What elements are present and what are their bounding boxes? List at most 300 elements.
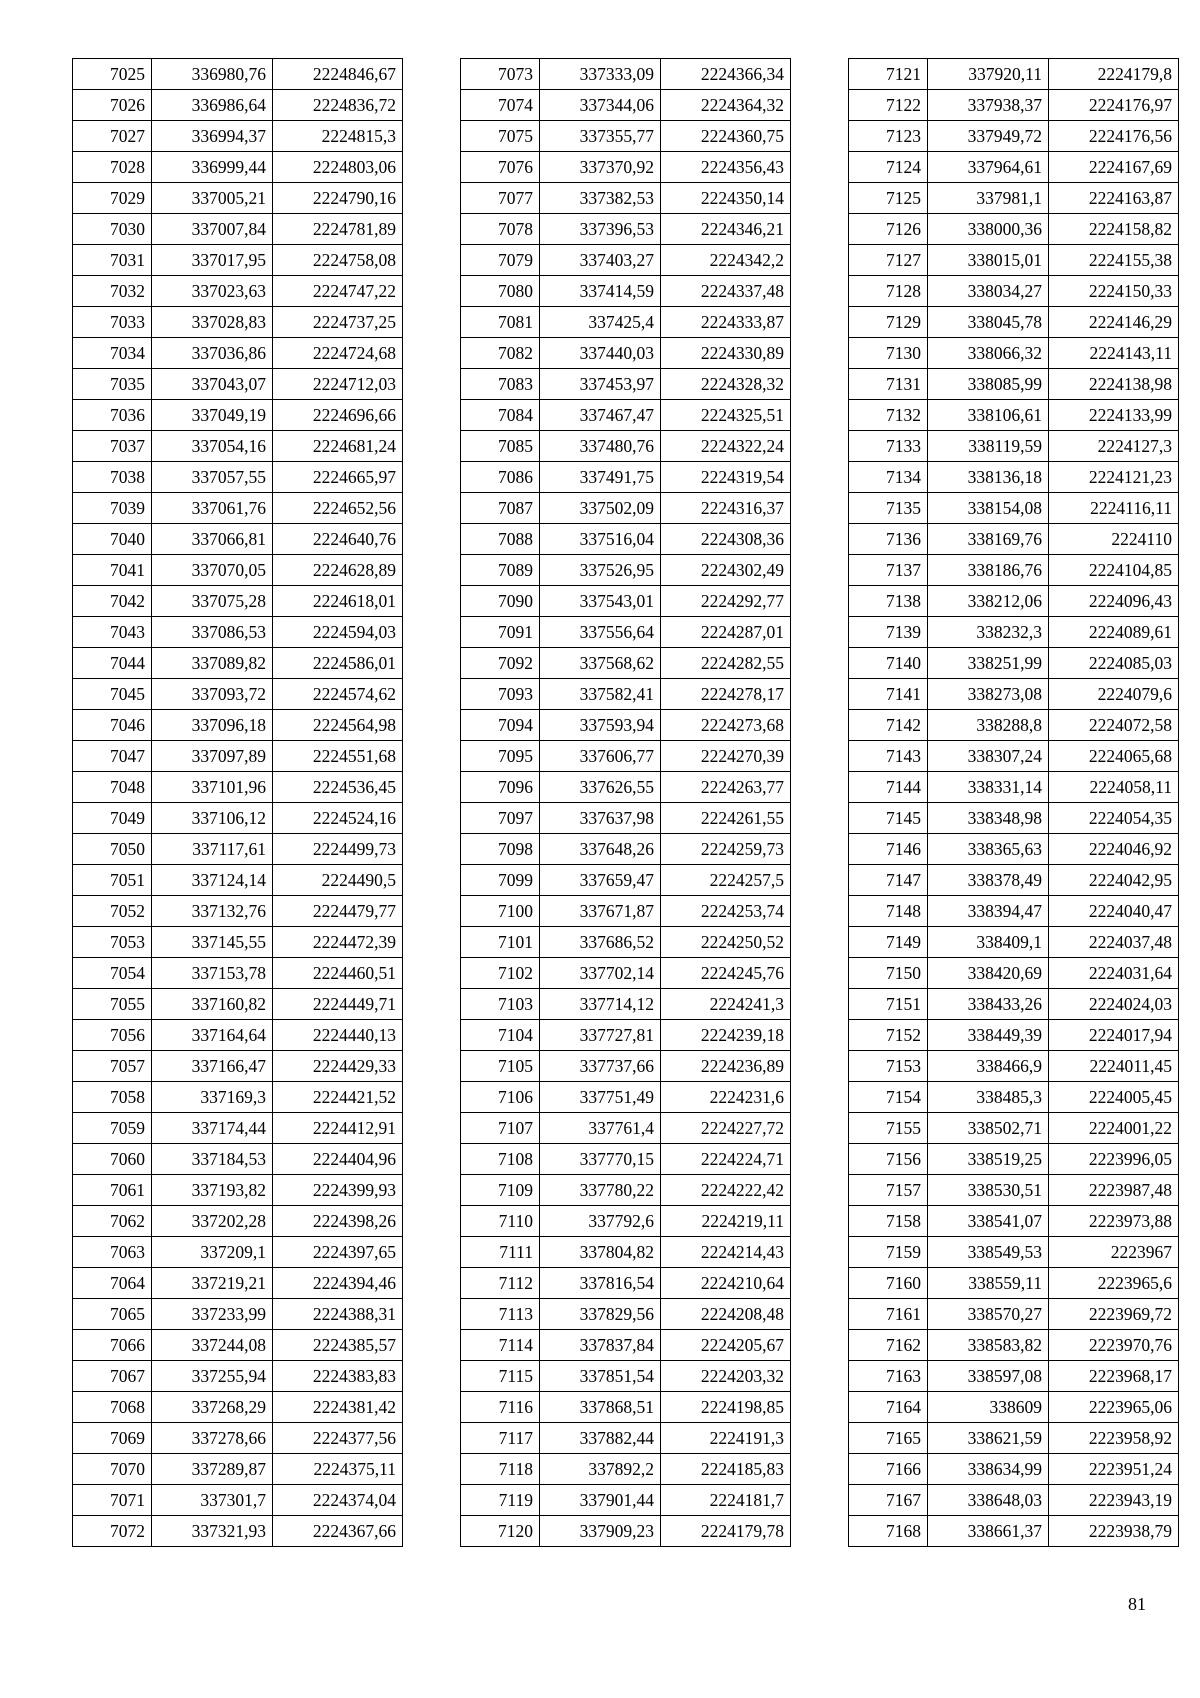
point-number-cell: 7050	[73, 834, 152, 865]
table-row	[73, 772, 403, 803]
y-coordinate-cell: 2224360,75	[661, 121, 791, 152]
x-coordinate-cell: 337659,47	[540, 865, 661, 896]
table-row	[849, 1051, 1179, 1082]
y-coordinate-cell: 2224110	[1049, 524, 1179, 555]
table-row	[73, 958, 403, 989]
table-row	[73, 1423, 403, 1454]
point-number-cell: 7125	[849, 183, 928, 214]
x-coordinate-cell: 337255,94	[152, 1361, 273, 1392]
table-row	[73, 1392, 403, 1423]
x-coordinate-cell: 337964,61	[928, 152, 1049, 183]
table-row	[849, 524, 1179, 555]
table-row	[461, 1206, 791, 1237]
x-coordinate-cell: 338212,06	[928, 586, 1049, 617]
y-coordinate-cell: 2224350,14	[661, 183, 791, 214]
table-row	[461, 1268, 791, 1299]
x-coordinate-cell: 338365,63	[928, 834, 1049, 865]
table-row	[849, 989, 1179, 1020]
y-coordinate-cell: 2224042,95	[1049, 865, 1179, 896]
x-coordinate-cell: 337396,53	[540, 214, 661, 245]
y-coordinate-cell: 2224011,45	[1049, 1051, 1179, 1082]
point-number-cell: 7131	[849, 369, 928, 400]
x-coordinate-cell: 337124,14	[152, 865, 273, 896]
y-coordinate-cell: 2224031,64	[1049, 958, 1179, 989]
table-row	[461, 710, 791, 741]
table-row	[461, 1051, 791, 1082]
point-number-cell: 7113	[461, 1299, 540, 1330]
x-coordinate-cell: 337117,61	[152, 834, 273, 865]
x-coordinate-cell: 338597,08	[928, 1361, 1049, 1392]
table-row	[849, 152, 1179, 183]
point-number-cell: 7068	[73, 1392, 152, 1423]
y-coordinate-cell: 2224224,71	[661, 1144, 791, 1175]
point-number-cell: 7029	[73, 183, 152, 214]
point-number-cell: 7135	[849, 493, 928, 524]
table-row	[73, 1113, 403, 1144]
table-row	[73, 865, 403, 896]
x-coordinate-cell: 337160,82	[152, 989, 273, 1020]
y-coordinate-cell: 2224367,66	[273, 1516, 403, 1547]
x-coordinate-cell: 337882,44	[540, 1423, 661, 1454]
x-coordinate-cell: 337344,06	[540, 90, 661, 121]
y-coordinate-cell: 2224205,67	[661, 1330, 791, 1361]
x-coordinate-cell: 337792,6	[540, 1206, 661, 1237]
x-coordinate-cell: 337057,55	[152, 462, 273, 493]
y-coordinate-cell: 2224499,73	[273, 834, 403, 865]
point-number-cell: 7079	[461, 245, 540, 276]
table-row	[849, 1299, 1179, 1330]
y-coordinate-cell: 2224058,11	[1049, 772, 1179, 803]
y-coordinate-cell: 2224001,22	[1049, 1113, 1179, 1144]
x-coordinate-cell: 337737,66	[540, 1051, 661, 1082]
x-coordinate-cell: 338186,76	[928, 555, 1049, 586]
point-number-cell: 7143	[849, 741, 928, 772]
table-row	[73, 276, 403, 307]
y-coordinate-cell: 2224342,2	[661, 245, 791, 276]
table-row	[461, 586, 791, 617]
x-coordinate-cell: 338273,08	[928, 679, 1049, 710]
table-row	[461, 1516, 791, 1547]
x-coordinate-cell: 337202,28	[152, 1206, 273, 1237]
y-coordinate-cell: 2224208,48	[661, 1299, 791, 1330]
point-number-cell: 7067	[73, 1361, 152, 1392]
table-row	[461, 90, 791, 121]
table-row	[73, 307, 403, 338]
x-coordinate-cell: 337209,1	[152, 1237, 273, 1268]
table-row	[73, 648, 403, 679]
table-row	[849, 1020, 1179, 1051]
x-coordinate-cell: 337174,44	[152, 1113, 273, 1144]
point-number-cell: 7091	[461, 617, 540, 648]
x-coordinate-cell: 337093,72	[152, 679, 273, 710]
y-coordinate-cell: 2224551,68	[273, 741, 403, 772]
x-coordinate-cell: 337061,76	[152, 493, 273, 524]
point-number-cell: 7165	[849, 1423, 928, 1454]
y-coordinate-cell: 2224219,11	[661, 1206, 791, 1237]
x-coordinate-cell: 337837,84	[540, 1330, 661, 1361]
point-number-cell: 7123	[849, 121, 928, 152]
x-coordinate-cell: 338570,27	[928, 1299, 1049, 1330]
y-coordinate-cell: 2224257,5	[661, 865, 791, 896]
point-number-cell: 7112	[461, 1268, 540, 1299]
x-coordinate-cell: 338169,76	[928, 524, 1049, 555]
table-row	[849, 710, 1179, 741]
table-row	[73, 152, 403, 183]
y-coordinate-cell: 2224385,57	[273, 1330, 403, 1361]
y-coordinate-cell: 2224356,43	[661, 152, 791, 183]
y-coordinate-cell: 2224116,11	[1049, 493, 1179, 524]
point-number-cell: 7118	[461, 1454, 540, 1485]
point-number-cell: 7162	[849, 1330, 928, 1361]
point-number-cell: 7034	[73, 338, 152, 369]
point-number-cell: 7088	[461, 524, 540, 555]
x-coordinate-cell: 337166,47	[152, 1051, 273, 1082]
y-coordinate-cell: 2224366,34	[661, 59, 791, 90]
y-coordinate-cell: 2223970,76	[1049, 1330, 1179, 1361]
x-coordinate-cell: 337164,64	[152, 1020, 273, 1051]
table-row	[461, 834, 791, 865]
x-coordinate-cell: 337403,27	[540, 245, 661, 276]
x-coordinate-cell: 338549,53	[928, 1237, 1049, 1268]
table-row	[461, 865, 791, 896]
table-row	[461, 338, 791, 369]
x-coordinate-cell: 337233,99	[152, 1299, 273, 1330]
y-coordinate-cell: 2224479,77	[273, 896, 403, 927]
y-coordinate-cell: 2224388,31	[273, 1299, 403, 1330]
table-row	[849, 772, 1179, 803]
table-row	[849, 896, 1179, 927]
y-coordinate-cell: 2224024,03	[1049, 989, 1179, 1020]
y-coordinate-cell: 2224176,56	[1049, 121, 1179, 152]
table-row	[73, 1237, 403, 1268]
y-coordinate-cell: 2223969,72	[1049, 1299, 1179, 1330]
x-coordinate-cell: 337193,82	[152, 1175, 273, 1206]
y-coordinate-cell: 2224250,52	[661, 927, 791, 958]
x-coordinate-cell: 337096,18	[152, 710, 273, 741]
point-number-cell: 7044	[73, 648, 152, 679]
table-row	[73, 1299, 403, 1330]
x-coordinate-cell: 337321,93	[152, 1516, 273, 1547]
table-row	[461, 1423, 791, 1454]
x-coordinate-cell: 337097,89	[152, 741, 273, 772]
point-number-cell: 7110	[461, 1206, 540, 1237]
x-coordinate-cell: 337626,55	[540, 772, 661, 803]
x-coordinate-cell: 338378,49	[928, 865, 1049, 896]
point-number-cell: 7035	[73, 369, 152, 400]
x-coordinate-cell: 337543,01	[540, 586, 661, 617]
table-row	[849, 121, 1179, 152]
y-coordinate-cell: 2224333,87	[661, 307, 791, 338]
point-number-cell: 7158	[849, 1206, 928, 1237]
table-row	[849, 214, 1179, 245]
x-coordinate-cell: 338045,78	[928, 307, 1049, 338]
x-coordinate-cell: 338307,24	[928, 741, 1049, 772]
x-coordinate-cell: 337804,82	[540, 1237, 661, 1268]
point-number-cell: 7026	[73, 90, 152, 121]
table-row	[73, 1175, 403, 1206]
point-number-cell: 7093	[461, 679, 540, 710]
y-coordinate-cell: 2224397,65	[273, 1237, 403, 1268]
table-row	[849, 1175, 1179, 1206]
x-coordinate-cell: 338034,27	[928, 276, 1049, 307]
table-row	[461, 493, 791, 524]
y-coordinate-cell: 2224037,48	[1049, 927, 1179, 958]
x-coordinate-cell: 337606,77	[540, 741, 661, 772]
y-coordinate-cell: 2224176,97	[1049, 90, 1179, 121]
x-coordinate-cell: 337892,2	[540, 1454, 661, 1485]
table-row	[849, 741, 1179, 772]
table-row	[849, 1082, 1179, 1113]
point-number-cell: 7134	[849, 462, 928, 493]
point-number-cell: 7142	[849, 710, 928, 741]
table-row	[461, 803, 791, 834]
point-number-cell: 7082	[461, 338, 540, 369]
y-coordinate-cell: 2223938,79	[1049, 1516, 1179, 1547]
table-row	[73, 1330, 403, 1361]
y-coordinate-cell: 2224524,16	[273, 803, 403, 834]
y-coordinate-cell: 2224040,47	[1049, 896, 1179, 927]
x-coordinate-cell: 338119,59	[928, 431, 1049, 462]
y-coordinate-cell: 2224158,82	[1049, 214, 1179, 245]
x-coordinate-cell: 337289,87	[152, 1454, 273, 1485]
y-coordinate-cell: 2224536,45	[273, 772, 403, 803]
x-coordinate-cell: 337582,41	[540, 679, 661, 710]
x-coordinate-cell: 337023,63	[152, 276, 273, 307]
x-coordinate-cell: 338085,99	[928, 369, 1049, 400]
y-coordinate-cell: 2224781,89	[273, 214, 403, 245]
x-coordinate-cell: 338251,99	[928, 648, 1049, 679]
point-number-cell: 7049	[73, 803, 152, 834]
y-coordinate-cell: 2224181,7	[661, 1485, 791, 1516]
table-row	[73, 1051, 403, 1082]
y-coordinate-cell: 2223967	[1049, 1237, 1179, 1268]
point-number-cell: 7168	[849, 1516, 928, 1547]
table-row	[73, 896, 403, 927]
y-coordinate-cell: 2224337,48	[661, 276, 791, 307]
y-coordinate-cell: 2223965,6	[1049, 1268, 1179, 1299]
table-row	[461, 59, 791, 90]
table-row	[849, 1423, 1179, 1454]
x-coordinate-cell: 337101,96	[152, 772, 273, 803]
point-number-cell: 7099	[461, 865, 540, 896]
point-number-cell: 7086	[461, 462, 540, 493]
table-row	[461, 1299, 791, 1330]
y-coordinate-cell: 2224472,39	[273, 927, 403, 958]
y-coordinate-cell: 2224737,25	[273, 307, 403, 338]
x-coordinate-cell: 338466,9	[928, 1051, 1049, 1082]
table-row	[461, 989, 791, 1020]
x-coordinate-cell: 338015,01	[928, 245, 1049, 276]
y-coordinate-cell: 2224681,24	[273, 431, 403, 462]
table-row	[849, 834, 1179, 865]
y-coordinate-cell: 2224253,74	[661, 896, 791, 927]
point-number-cell: 7116	[461, 1392, 540, 1423]
x-coordinate-cell: 337132,76	[152, 896, 273, 927]
x-coordinate-cell: 337467,47	[540, 400, 661, 431]
x-coordinate-cell: 337516,04	[540, 524, 661, 555]
x-coordinate-cell: 337036,86	[152, 338, 273, 369]
x-coordinate-cell: 337702,14	[540, 958, 661, 989]
coordinate-table-1	[72, 58, 403, 1547]
y-coordinate-cell: 2224085,03	[1049, 648, 1179, 679]
point-number-cell: 7064	[73, 1268, 152, 1299]
point-number-cell: 7109	[461, 1175, 540, 1206]
point-number-cell: 7103	[461, 989, 540, 1020]
table-row	[73, 834, 403, 865]
table-row	[461, 400, 791, 431]
y-coordinate-cell: 2224239,18	[661, 1020, 791, 1051]
y-coordinate-cell: 2224758,08	[273, 245, 403, 276]
y-coordinate-cell: 2224065,68	[1049, 741, 1179, 772]
point-number-cell: 7141	[849, 679, 928, 710]
point-number-cell: 7098	[461, 834, 540, 865]
table-row	[73, 400, 403, 431]
x-coordinate-cell: 338519,25	[928, 1144, 1049, 1175]
point-number-cell: 7031	[73, 245, 152, 276]
y-coordinate-cell: 2224429,33	[273, 1051, 403, 1082]
y-coordinate-cell: 2224054,35	[1049, 803, 1179, 834]
table-row	[461, 245, 791, 276]
y-coordinate-cell: 2223968,17	[1049, 1361, 1179, 1392]
point-number-cell: 7033	[73, 307, 152, 338]
point-number-cell: 7075	[461, 121, 540, 152]
x-coordinate-cell: 338661,37	[928, 1516, 1049, 1547]
y-coordinate-cell: 2223973,88	[1049, 1206, 1179, 1237]
table-row	[461, 431, 791, 462]
x-coordinate-cell: 337751,49	[540, 1082, 661, 1113]
table-row	[849, 648, 1179, 679]
table-row	[849, 1237, 1179, 1268]
x-coordinate-cell: 337028,83	[152, 307, 273, 338]
x-coordinate-cell: 337086,53	[152, 617, 273, 648]
x-coordinate-cell: 337075,28	[152, 586, 273, 617]
coordinate-table-3	[848, 58, 1179, 1547]
table-row	[73, 1361, 403, 1392]
y-coordinate-cell: 2224724,68	[273, 338, 403, 369]
table-row	[461, 152, 791, 183]
table-row	[73, 524, 403, 555]
point-number-cell: 7150	[849, 958, 928, 989]
y-coordinate-cell: 2224712,03	[273, 369, 403, 400]
y-coordinate-cell: 2224440,13	[273, 1020, 403, 1051]
point-number-cell: 7105	[461, 1051, 540, 1082]
y-coordinate-cell: 2224143,11	[1049, 338, 1179, 369]
y-coordinate-cell: 2224490,5	[273, 865, 403, 896]
point-number-cell: 7138	[849, 586, 928, 617]
x-coordinate-cell: 338583,82	[928, 1330, 1049, 1361]
y-coordinate-cell: 2224089,61	[1049, 617, 1179, 648]
y-coordinate-cell: 2224079,6	[1049, 679, 1179, 710]
table-row	[849, 803, 1179, 834]
x-coordinate-cell: 337556,64	[540, 617, 661, 648]
y-coordinate-cell: 2224394,46	[273, 1268, 403, 1299]
point-number-cell: 7139	[849, 617, 928, 648]
table-row	[73, 462, 403, 493]
point-number-cell: 7130	[849, 338, 928, 369]
x-coordinate-cell: 337816,54	[540, 1268, 661, 1299]
point-number-cell: 7107	[461, 1113, 540, 1144]
y-coordinate-cell: 2224072,58	[1049, 710, 1179, 741]
y-coordinate-cell: 2224155,38	[1049, 245, 1179, 276]
table-row	[73, 586, 403, 617]
table-row	[73, 1082, 403, 1113]
y-coordinate-cell: 2224377,56	[273, 1423, 403, 1454]
table-row	[849, 1330, 1179, 1361]
x-coordinate-cell: 337637,98	[540, 803, 661, 834]
y-coordinate-cell: 2224449,71	[273, 989, 403, 1020]
x-coordinate-cell: 337382,53	[540, 183, 661, 214]
y-coordinate-cell: 2224594,03	[273, 617, 403, 648]
x-coordinate-cell: 337049,19	[152, 400, 273, 431]
x-coordinate-cell: 337671,87	[540, 896, 661, 927]
y-coordinate-cell: 2224198,85	[661, 1392, 791, 1423]
table-row	[461, 1020, 791, 1051]
point-number-cell: 7163	[849, 1361, 928, 1392]
table-row	[461, 369, 791, 400]
x-coordinate-cell: 337949,72	[928, 121, 1049, 152]
x-coordinate-cell: 337219,21	[152, 1268, 273, 1299]
y-coordinate-cell: 2224421,52	[273, 1082, 403, 1113]
point-number-cell: 7042	[73, 586, 152, 617]
y-coordinate-cell: 2224005,45	[1049, 1082, 1179, 1113]
table-row	[73, 245, 403, 276]
table-row	[461, 121, 791, 152]
y-coordinate-cell: 2224398,26	[273, 1206, 403, 1237]
x-coordinate-cell: 336994,37	[152, 121, 273, 152]
table-row	[849, 1454, 1179, 1485]
point-number-cell: 7054	[73, 958, 152, 989]
x-coordinate-cell: 336986,64	[152, 90, 273, 121]
y-coordinate-cell: 2224185,83	[661, 1454, 791, 1485]
y-coordinate-cell: 2224665,97	[273, 462, 403, 493]
point-number-cell: 7060	[73, 1144, 152, 1175]
point-number-cell: 7037	[73, 431, 152, 462]
point-number-cell: 7157	[849, 1175, 928, 1206]
point-number-cell: 7074	[461, 90, 540, 121]
y-coordinate-cell: 2224231,6	[661, 1082, 791, 1113]
table-row	[849, 90, 1179, 121]
x-coordinate-cell: 338000,36	[928, 214, 1049, 245]
x-coordinate-cell: 336999,44	[152, 152, 273, 183]
y-coordinate-cell: 2223996,05	[1049, 1144, 1179, 1175]
table-row	[461, 1330, 791, 1361]
point-number-cell: 7085	[461, 431, 540, 462]
table-row	[461, 958, 791, 989]
x-coordinate-cell: 337005,21	[152, 183, 273, 214]
x-coordinate-cell: 337066,81	[152, 524, 273, 555]
point-number-cell: 7133	[849, 431, 928, 462]
y-coordinate-cell: 2224167,69	[1049, 152, 1179, 183]
table-row	[73, 59, 403, 90]
point-number-cell: 7140	[849, 648, 928, 679]
point-number-cell: 7148	[849, 896, 928, 927]
point-number-cell: 7027	[73, 121, 152, 152]
point-number-cell: 7147	[849, 865, 928, 896]
x-coordinate-cell: 338485,3	[928, 1082, 1049, 1113]
point-number-cell: 7122	[849, 90, 928, 121]
point-number-cell: 7153	[849, 1051, 928, 1082]
table-row	[461, 927, 791, 958]
x-coordinate-cell: 337244,08	[152, 1330, 273, 1361]
point-number-cell: 7115	[461, 1361, 540, 1392]
point-number-cell: 7053	[73, 927, 152, 958]
y-coordinate-cell: 2224846,67	[273, 59, 403, 90]
point-number-cell: 7062	[73, 1206, 152, 1237]
x-coordinate-cell: 338331,14	[928, 772, 1049, 803]
table-row	[849, 865, 1179, 896]
table-row	[461, 555, 791, 586]
table-row	[73, 803, 403, 834]
